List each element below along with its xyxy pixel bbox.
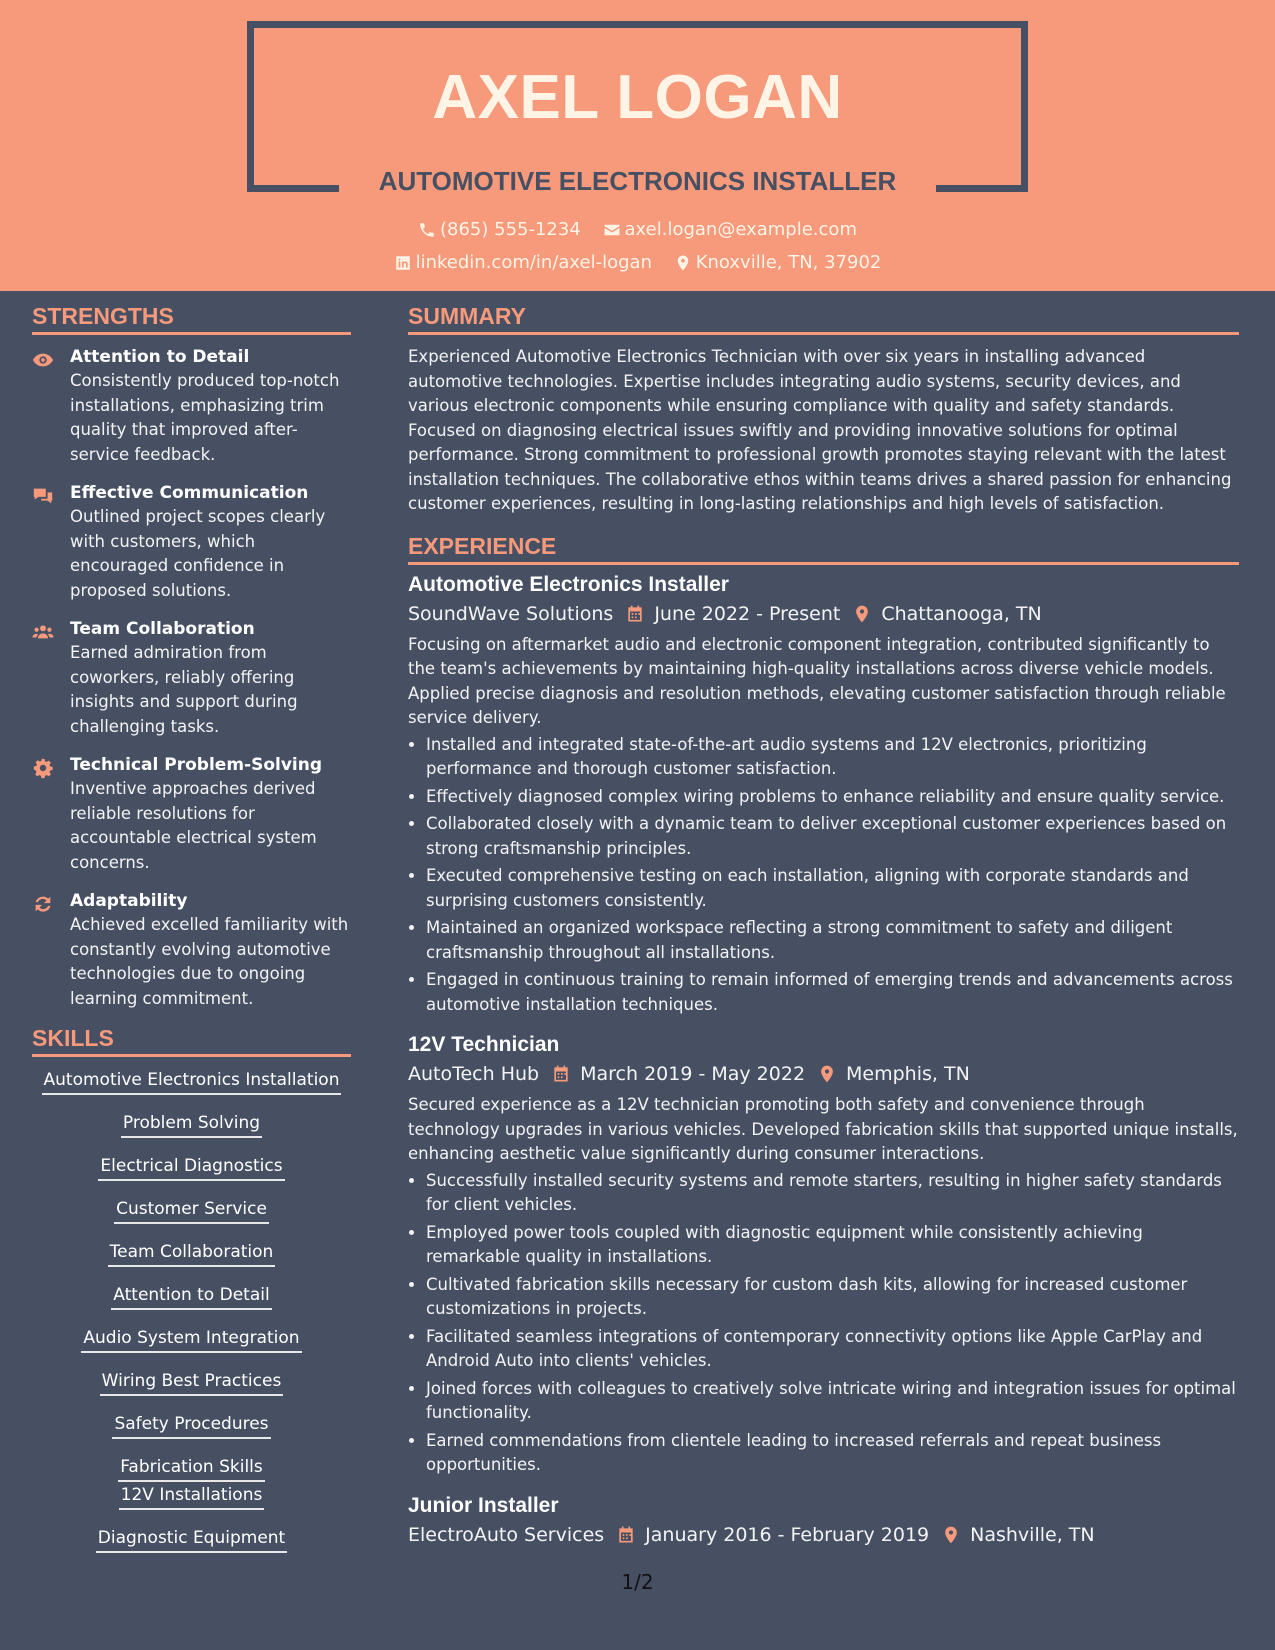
skill-tag: Customer Service: [114, 1196, 269, 1224]
job-entry: [408, 1492, 1239, 1550]
contact-email[interactable]: [603, 219, 857, 240]
list-item: • Engaged in continuous training to remain informed of emerging trends and advancements across automotive installation techniques.: [426, 968, 1239, 1017]
contact-linkedin-text: linkedin.com/in/axel-logan: [415, 252, 652, 273]
strength-item: [32, 345, 351, 467]
list-item: • Facilitated seamless integrations of contemporary connectivity options like Apple CarPlay and Android Auto into clients' vehicles.: [426, 1325, 1239, 1374]
job-location: Nashville, TN: [970, 1523, 1095, 1546]
comments-icon: [32, 485, 54, 507]
strength-item: [32, 889, 351, 1011]
experience-heading: EXPERIENCE: [408, 533, 1239, 565]
skill-tag: Team Collaboration: [108, 1239, 276, 1267]
map-pin-icon: [852, 604, 872, 624]
skill-tag: Audio System Integration: [81, 1325, 301, 1353]
job-title: Junior Installer: [408, 1493, 559, 1517]
contact-row-2: [0, 252, 1275, 277]
skill-tag: Fabrication Skills: [118, 1454, 265, 1482]
calendar-icon: [625, 604, 645, 624]
eye-icon: [32, 349, 54, 371]
job-meta: [408, 1520, 1239, 1550]
contact-row-1: [0, 219, 1275, 244]
skill-tag: Wiring Best Practices: [100, 1368, 284, 1396]
strength-name: Attention to Detail: [70, 347, 250, 367]
job-meta: [408, 1059, 1239, 1089]
job-location: Chattanooga, TN: [881, 602, 1042, 625]
job-entry: [408, 1031, 1239, 1478]
refresh-icon: [32, 893, 54, 915]
strength-description: Consistently produced top-notch installations, emphasizing trim quality that improved after-service feedback.: [70, 371, 340, 464]
job-dates: June 2022 - Present: [654, 602, 841, 625]
left-column: [32, 303, 351, 1568]
job-title: 12V Technician: [408, 1033, 560, 1056]
list-item: • Joined forces with colleagues to creatively solve intricate wiring and integration issues for optimal functionality.: [426, 1377, 1239, 1426]
skill-tag: Problem Solving: [121, 1110, 262, 1138]
contact-phone-text: (865) 555-1234: [440, 219, 581, 240]
skill-tag: 12V Installations: [119, 1482, 265, 1510]
summary-text: Experienced Automotive Electronics Technician with over six years in installing advanced automotive technologies. Expertise includes integrating audio systems, security devices, and various electronic components while ensuring compliance with quality and safety standards. Focused on diagnosing electrical issues swiftly and providing innovative solutions for optimal performance. Strong commitment to professional growth promotes staying relevant with the latest installation techniques. The collaborative ethos within teams drives a shared passion for enhancing customer experiences, resulting in long-lasting relationships and high levels of satisfaction.: [408, 347, 1232, 513]
linkedin-icon: [394, 254, 412, 272]
list-item: • Executed comprehensive testing on each installation, aligning with corporate standards and surprising customers consistently.: [426, 864, 1239, 913]
contact-location: [674, 252, 882, 273]
strength-name: Effective Communication: [70, 483, 309, 503]
summary-heading: SUMMARY: [408, 303, 1239, 335]
job-company: AutoTech Hub: [408, 1063, 540, 1085]
job-bullets: [408, 1169, 1239, 1478]
skill-tag: Automotive Electronics Installation: [42, 1067, 342, 1095]
skills-list: [32, 1067, 351, 1553]
list-item: • Successfully installed security systems and remote starters, resulting in higher safety standards for client vehicles.: [426, 1169, 1239, 1218]
strength-description: Achieved excelled familiarity with constantly evolving automotive technologies due to ongoing learning commitment.: [70, 915, 349, 1008]
job-meta: [408, 599, 1239, 629]
header-frame-bottom-right: [936, 185, 1028, 192]
candidate-name: AXEL LOGAN: [432, 63, 843, 132]
resume-header: [0, 0, 1275, 291]
users-icon: [32, 621, 54, 643]
job-dates: March 2019 - May 2022: [580, 1063, 806, 1085]
skill-tag: Diagnostic Equipment: [96, 1525, 287, 1553]
map-pin-icon: [674, 254, 692, 272]
map-pin-icon: [817, 1064, 837, 1084]
strength-description: Earned admiration from coworkers, reliably offering insights and support during challenging tasks.: [70, 643, 298, 736]
list-item: • Installed and integrated state-of-the-art audio systems and 12V electronics, prioritizing performance and thorough customer satisfaction.: [426, 733, 1239, 782]
skill-tag: Safety Procedures: [112, 1411, 270, 1439]
job-entry: [408, 571, 1239, 1018]
contact-email-text: axel.logan@example.com: [624, 219, 857, 240]
job-description: Focusing on aftermarket audio and electronic component integration, contributed significantly to the team's achievements by maintaining high-quality installations across diverse vehicle models. Applied precise diagnosis and resolution methods, elevating customer satisfaction through reliable service delivery.: [408, 634, 1226, 727]
list-item: • Earned commendations from clientele leading to increased referrals and repeat business opportunities.: [426, 1429, 1239, 1478]
strength-description: Inventive approaches derived reliable resolutions for accountable electrical system concerns.: [70, 779, 317, 872]
list-item: • Collaborated closely with a dynamic team to deliver exceptional customer experiences based on strong craftsmanship principles.: [426, 812, 1239, 861]
phone-icon: [418, 221, 436, 239]
skills-heading: SKILLS: [32, 1025, 351, 1057]
strength-name: Team Collaboration: [70, 619, 255, 639]
job-bullets: [408, 733, 1239, 1018]
gear-icon: [32, 757, 54, 779]
list-item: • Maintained an organized workspace reflecting a strong commitment to safety and diligent craftsmanship throughout all installations.: [426, 916, 1239, 965]
strength-name: Adaptability: [70, 891, 188, 911]
page-number: 1/2: [621, 1570, 654, 1594]
job-company: ElectroAuto Services: [408, 1523, 605, 1546]
strength-description: Outlined project scopes clearly with customers, which encouraged confidence in proposed solutions.: [70, 507, 326, 600]
contact-linkedin[interactable]: [394, 252, 652, 273]
map-pin-icon: [941, 1525, 961, 1545]
header-frame-bottom-left: [247, 185, 339, 192]
right-column: [408, 303, 1239, 1564]
list-item: • Effectively diagnosed complex wiring problems to enhance reliability and ensure quality service.: [426, 785, 1239, 810]
strength-item: [32, 617, 351, 739]
calendar-icon: [551, 1064, 571, 1084]
list-item: • Cultivated fabrication skills necessary for custom dash kits, allowing for increased customer customizations in projects.: [426, 1273, 1239, 1322]
list-item: • Employed power tools coupled with diagnostic equipment while consistently achieving remarkable quality in installations.: [426, 1221, 1239, 1270]
job-company: SoundWave Solutions: [408, 602, 614, 625]
job-title: Automotive Electronics Installer: [408, 572, 729, 596]
contact-location-text: Knoxville, TN, 37902: [695, 252, 882, 273]
skill-tag: Attention to Detail: [111, 1282, 271, 1310]
skill-tag: Electrical Diagnostics: [98, 1153, 284, 1181]
strength-name: Technical Problem-Solving: [70, 755, 323, 775]
contact-phone[interactable]: [418, 219, 581, 240]
job-dates: January 2016 - February 2019: [645, 1523, 930, 1546]
envelope-icon: [603, 221, 621, 239]
strength-item: [32, 753, 351, 875]
job-description: Secured experience as a 12V technician promoting both safety and convenience through technology upgrades in various vehicles. Developed fabrication skills that supported unique installs, enhancing aesthetic value significantly during consumer interactions.: [408, 1095, 1238, 1163]
candidate-title: AUTOMOTIVE ELECTRONICS INSTALLER: [378, 166, 897, 196]
strengths-heading: STRENGTHS: [32, 303, 351, 335]
calendar-icon: [616, 1525, 636, 1545]
job-location: Memphis, TN: [846, 1063, 970, 1085]
strength-item: [32, 481, 351, 603]
